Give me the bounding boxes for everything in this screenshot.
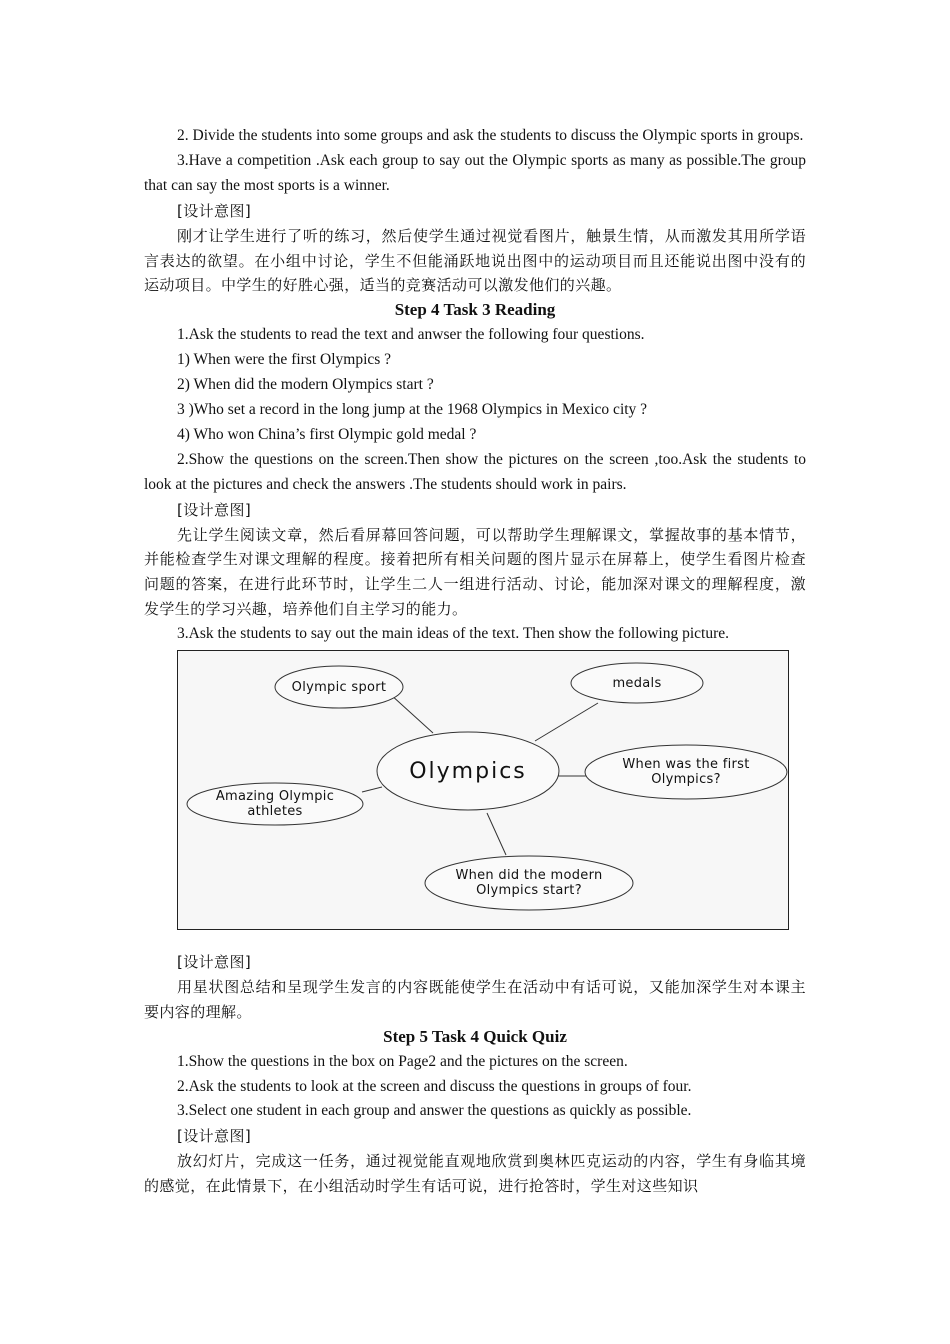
node-medals: medals [612,675,662,691]
node-first-olympics: When was the first Olympics? [622,757,750,788]
step4-instruction-2: 2.Show the questions on the screen.Then show the pictures on the screen ,too.Ask the students to look at the pictures and check the answers .The students should work in pairs. [144,450,806,493]
design-intent-label: [设计意图] [177,1127,252,1146]
step4-instruction-1: 1.Ask the students to read the text and anwser the following four questions. [177,326,645,344]
step5-instruction-3: 3.Select one student in each group and answer the questions as quickly as possible. [177,1102,692,1120]
step5-heading: Step 5 Task 4 Quick Quiz [383,1026,567,1046]
step4-heading: Step 4 Task 3 Reading [394,300,556,320]
design-intent-text: 用星状图总结和呈现学生发言的内容既能使学生在活动中有话可说，又能加深学生对本课主要内容的理解。 [144,977,806,1021]
design-intent-text: 先让学生阅读文章，然后看屏幕回答问题，可以帮助学生理解课文，掌握故事的基本情节，并能检查学生对课文理解的程度。接着把所有相关问题的图片显示在屏幕上，使学生看图片检查问题的答案，在进行此环节时，让学生二人一组进行活动、讨论，能加深对课文的理解程度，激发学生的学习兴趣，培养他们自主学习的能力。 [144,525,806,619]
design-intent-label: [设计意图] [177,953,252,972]
design-intent-label: [设计意图] [177,500,252,519]
step5-instruction-1: 1.Show the questions in the box on Page2 and the pictures on the screen. [177,1052,628,1070]
connector-modern [487,813,506,855]
node-modern-olympics: When did the modern Olympics start? [455,868,603,899]
connector-medals [535,703,598,741]
design-intent-label: [设计意图] [177,201,252,220]
question-2: 2) When did the modern Olympics start ? [177,376,434,394]
center-node-label: Olympics [409,758,527,784]
step5-instruction-2: 2.Ask the students to look at the screen and discuss the questions in groups of four. [177,1077,692,1095]
paragraph-competition: 3.Have a competition .Ask each group to say out the Olympic sports as many as possible.The group that can say the most sports is a winner. [144,151,806,194]
olympics-star-diagram [177,650,789,930]
connector-sport [390,694,433,733]
node-olympic-sport: Olympic sport [291,679,387,695]
node-amazing-athletes: Amazing Olympic athletes [215,789,335,820]
question-3: 3 )Who set a record in the long jump at the 1968 Olympics in Mexico city ? [177,400,648,418]
design-intent-text: 刚才让学生进行了听的练习，然后使学生通过视觉看图片，触景生情，从而激发其用所学语言表达的欲望。在小组中讨论，学生不但能涌跃地说出图中的运动项目而且还能说出图中没有的运动项目。中学生的好胜心强，适当的竞赛活动可以激发他们的兴趣。 [144,226,806,295]
question-4: 4) Who won China’s first Olympic gold medal ? [177,425,477,443]
document-page [144,124,806,1199]
paragraph-divide-groups: 2. Divide the students into some groups and ask the students to discuss the Olympic sports in groups. [177,127,804,144]
question-1: 1) When were the first Olympics ? [177,351,392,369]
design-intent-text: 放幻灯片，完成这一任务，通过视觉能直观地欣赏到奥林匹克运动的内容，学生有身临其境的感觉，在此情景下，在小组活动时学生有话可说，进行抢答时，学生对这些知识 [144,1152,806,1196]
step4-instruction-3: 3.Ask the students to say out the main ideas of the text. Then show the following picture. [177,625,730,643]
